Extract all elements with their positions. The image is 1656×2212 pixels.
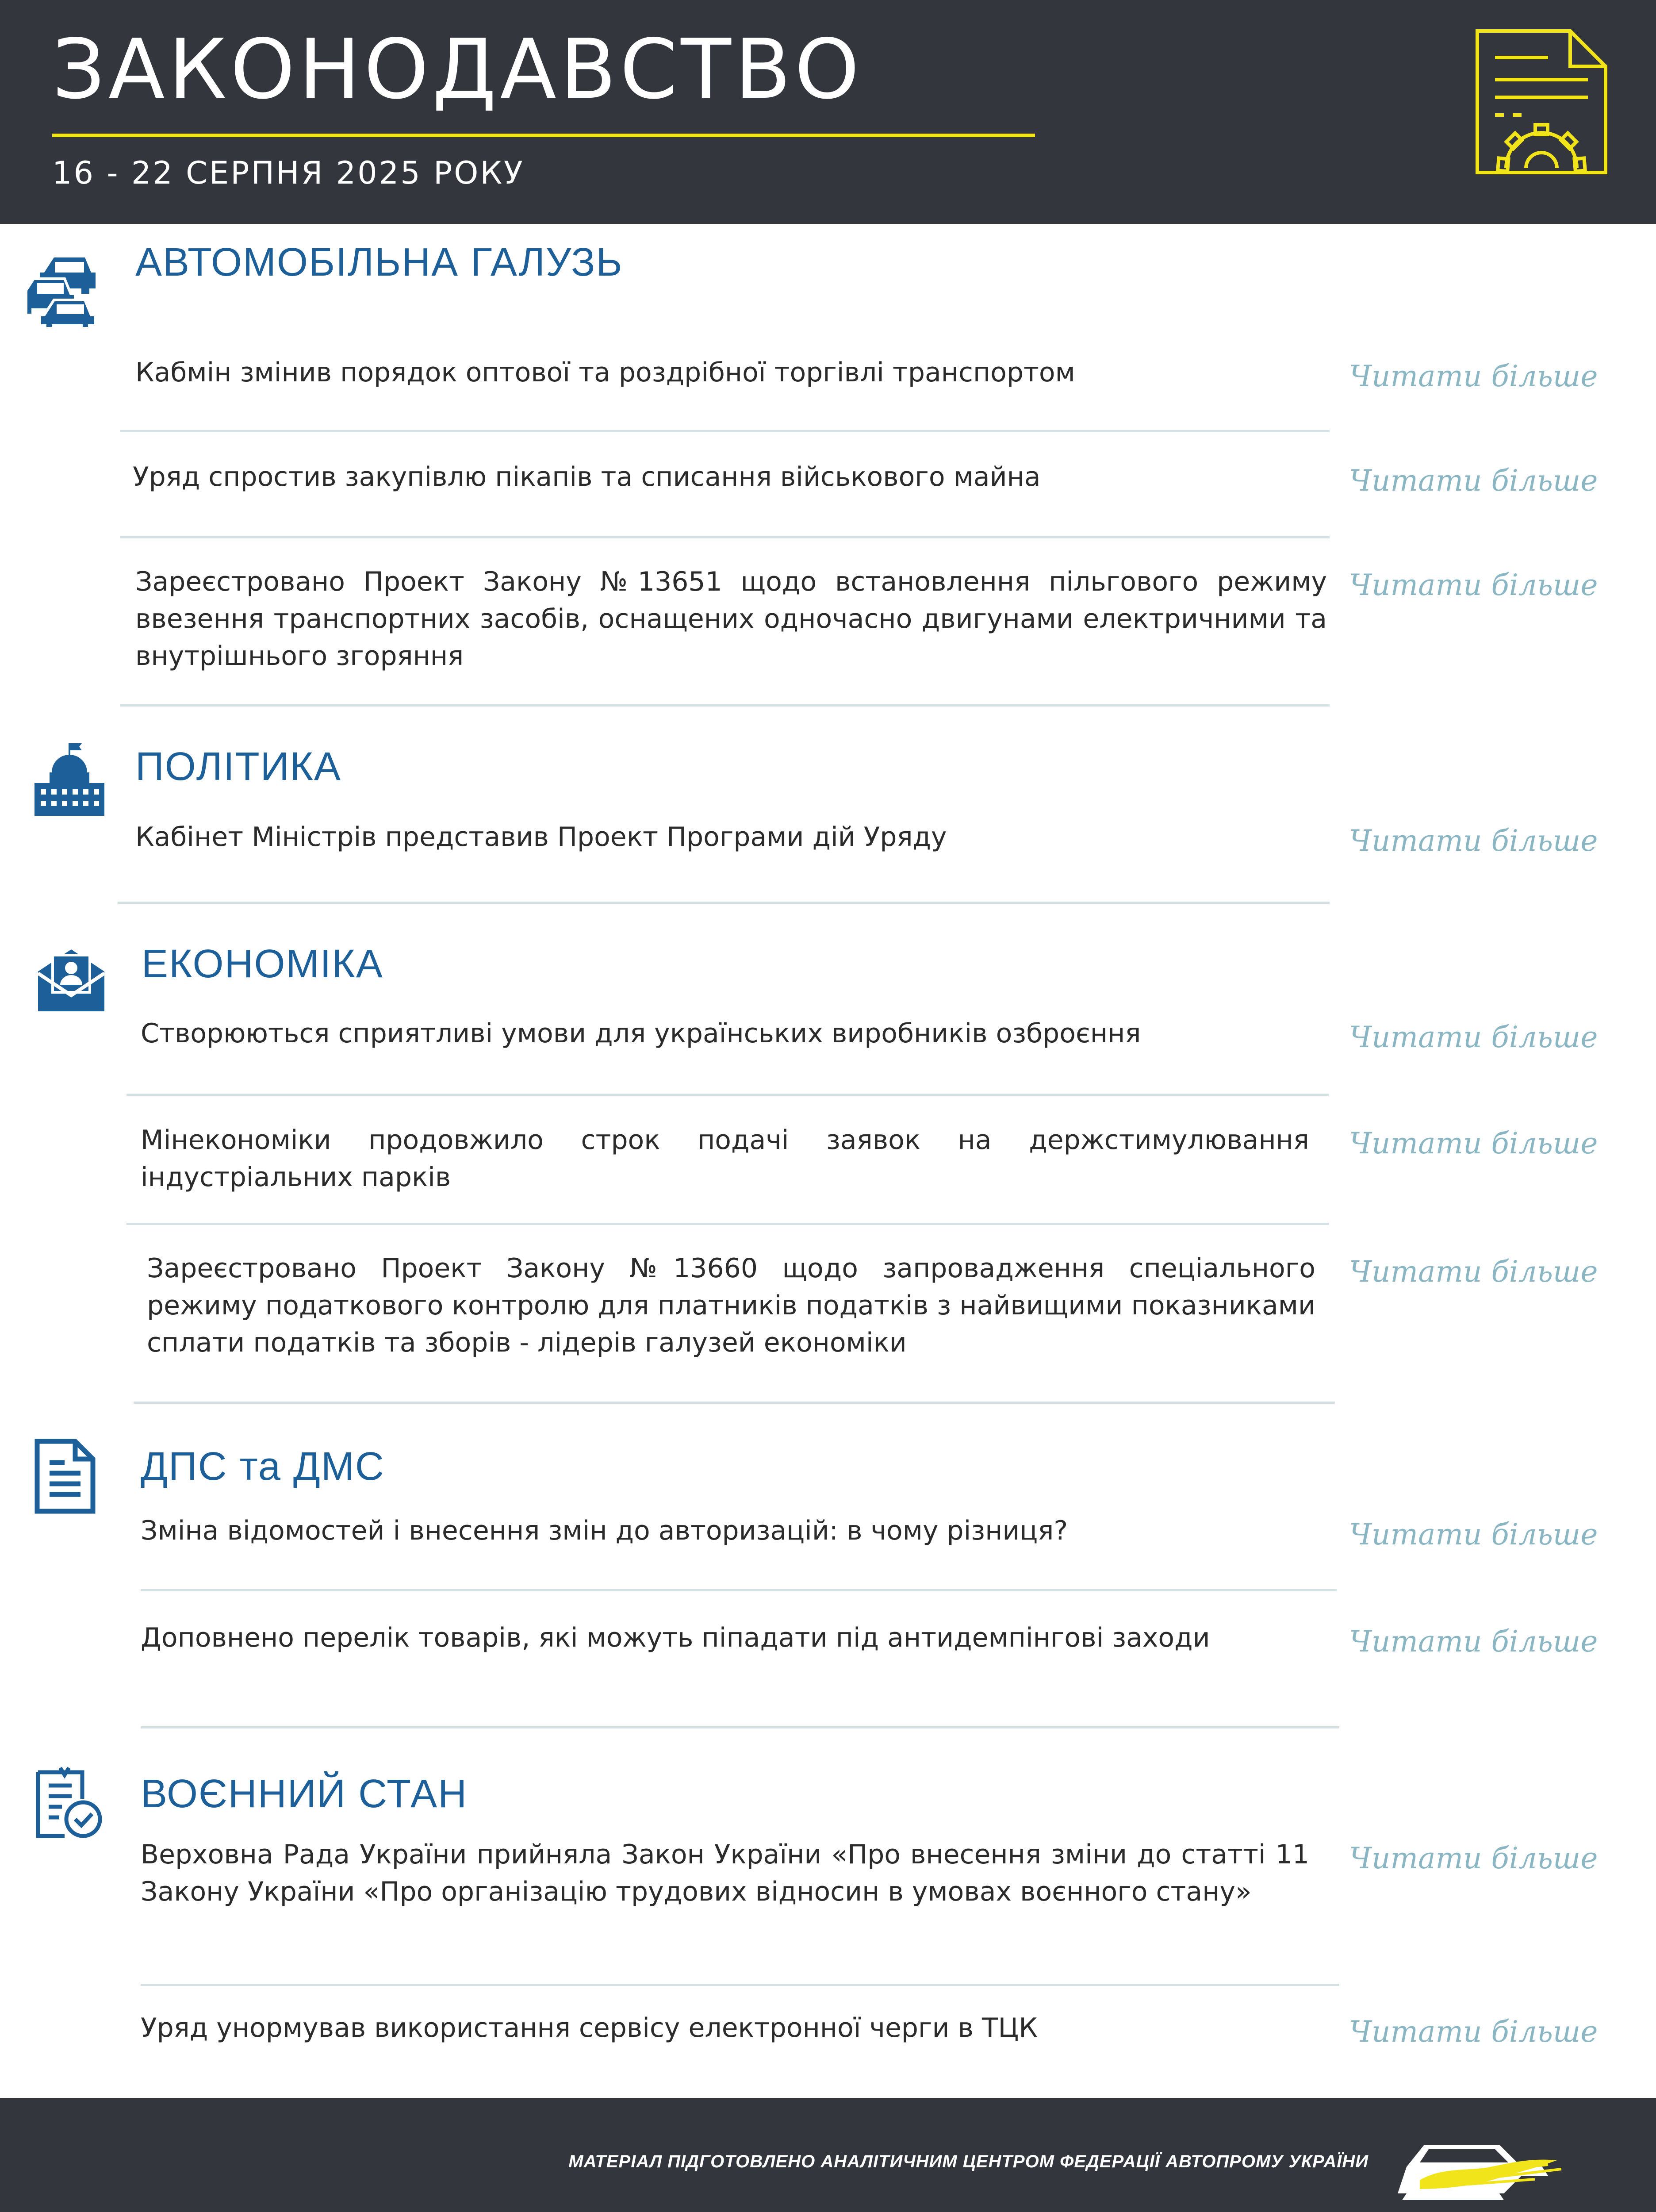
read-more-link[interactable]: Читати більше — [1349, 1020, 1598, 1054]
government-building-icon — [32, 741, 107, 817]
divider — [141, 1589, 1337, 1591]
section-title-tax-customs: ДПС та ДМС — [141, 1444, 385, 1489]
news-item[interactable]: Мінекономіки продовжило строк подачі заявок на держстимулювання індустріальних парків — [141, 1125, 1309, 1193]
read-more-link[interactable]: Читати більше — [1349, 2015, 1598, 2049]
news-item[interactable]: Кабмін змінив порядок оптової та роздрібної торгівлі транспортом — [135, 357, 1075, 388]
car-flag-logo — [1389, 2127, 1575, 2207]
divider — [126, 1223, 1329, 1225]
news-item[interactable]: Кабінет Міністрів представив Проект Програми дій Уряду — [135, 822, 947, 853]
divider — [141, 1984, 1339, 1986]
document-lines-icon — [27, 1439, 103, 1514]
section-title-politics: ПОЛІТИКА — [135, 745, 341, 789]
divider — [120, 704, 1330, 707]
document-gear-icon — [1468, 27, 1614, 204]
news-item[interactable]: Верховна Рада України прийняла Закон України «Про внесення зміни до статті 11 Закону України «Про організацію трудових відносин в умовах воєнного стану» — [141, 1839, 1309, 1907]
divider — [118, 902, 1330, 904]
read-more-link[interactable]: Читати більше — [1349, 464, 1598, 498]
read-more-link[interactable]: Читати більше — [1349, 359, 1598, 393]
read-more-link[interactable]: Читати більше — [1349, 824, 1598, 858]
read-more-link[interactable]: Читати більше — [1349, 1126, 1598, 1160]
divider — [120, 430, 1330, 432]
read-more-link[interactable]: Читати більше — [1349, 568, 1598, 602]
divider — [141, 1726, 1339, 1728]
section-title-automotive: АВТОМОБІЛЬНА ГАЛУЗЬ — [135, 240, 623, 284]
page-header — [0, 0, 1656, 224]
divider — [126, 1094, 1329, 1096]
envelope-person-icon — [34, 941, 109, 1016]
read-more-link[interactable]: Читати більше — [1349, 1517, 1598, 1551]
read-more-link[interactable]: Читати більше — [1349, 1624, 1598, 1659]
news-item[interactable]: Доповнено перелік товарів, які можуть піпадати під антидемпінгові заходи — [141, 1622, 1210, 1653]
title-underline — [52, 134, 1035, 137]
news-item[interactable]: Уряд унормував використання сервісу електронної черги в ТЦК — [141, 2012, 1038, 2043]
divider — [134, 1402, 1335, 1404]
document-check-icon — [29, 1765, 104, 1840]
news-item[interactable]: Уряд спростив закупівлю пікапів та списання військового майна — [133, 461, 1041, 492]
news-item[interactable]: Зміна відомостей і внесення змін до авторизацій: в чому різниця? — [141, 1515, 1068, 1546]
read-more-link[interactable]: Читати більше — [1349, 1255, 1598, 1289]
read-more-link[interactable]: Читати більше — [1349, 1841, 1598, 1875]
section-title-martial-law: ВОЄННИЙ СТАН — [141, 1772, 468, 1816]
page-footer — [0, 2098, 1656, 2212]
news-item[interactable]: Зареєстровано Проект Закону №13651 щодо встановлення пільгового режиму ввезення транспортних засобів, оснащених одночасно двигунами електричними та внутрішнього згоряння — [135, 566, 1327, 672]
footer-credit: МАТЕРІАЛ ПІДГОТОВЛЕНО АНАЛІТИЧНИМ ЦЕНТРОМ ФЕДЕРАЦІЇ АВТОПРОМУ УКРАЇНИ — [568, 2152, 1368, 2171]
news-item[interactable]: Створюються сприятливі умови для українських виробників озброєння — [141, 1018, 1141, 1049]
page-title: ЗАКОНОДАВСТВО — [52, 21, 863, 117]
cars-icon — [27, 253, 103, 328]
news-item[interactable]: Зареєстровано Проект Закону №13660 щодо запровадження спеціального режиму податкового контролю для платників податків з найвищими показниками сплати податків та зборів - лідерів галузей економіки — [147, 1253, 1315, 1358]
date-range: 16 - 22 СЕРПНЯ 2025 РОКУ — [52, 155, 525, 191]
divider — [120, 536, 1330, 538]
section-title-economy: ЕКОНОМІКА — [142, 942, 383, 986]
